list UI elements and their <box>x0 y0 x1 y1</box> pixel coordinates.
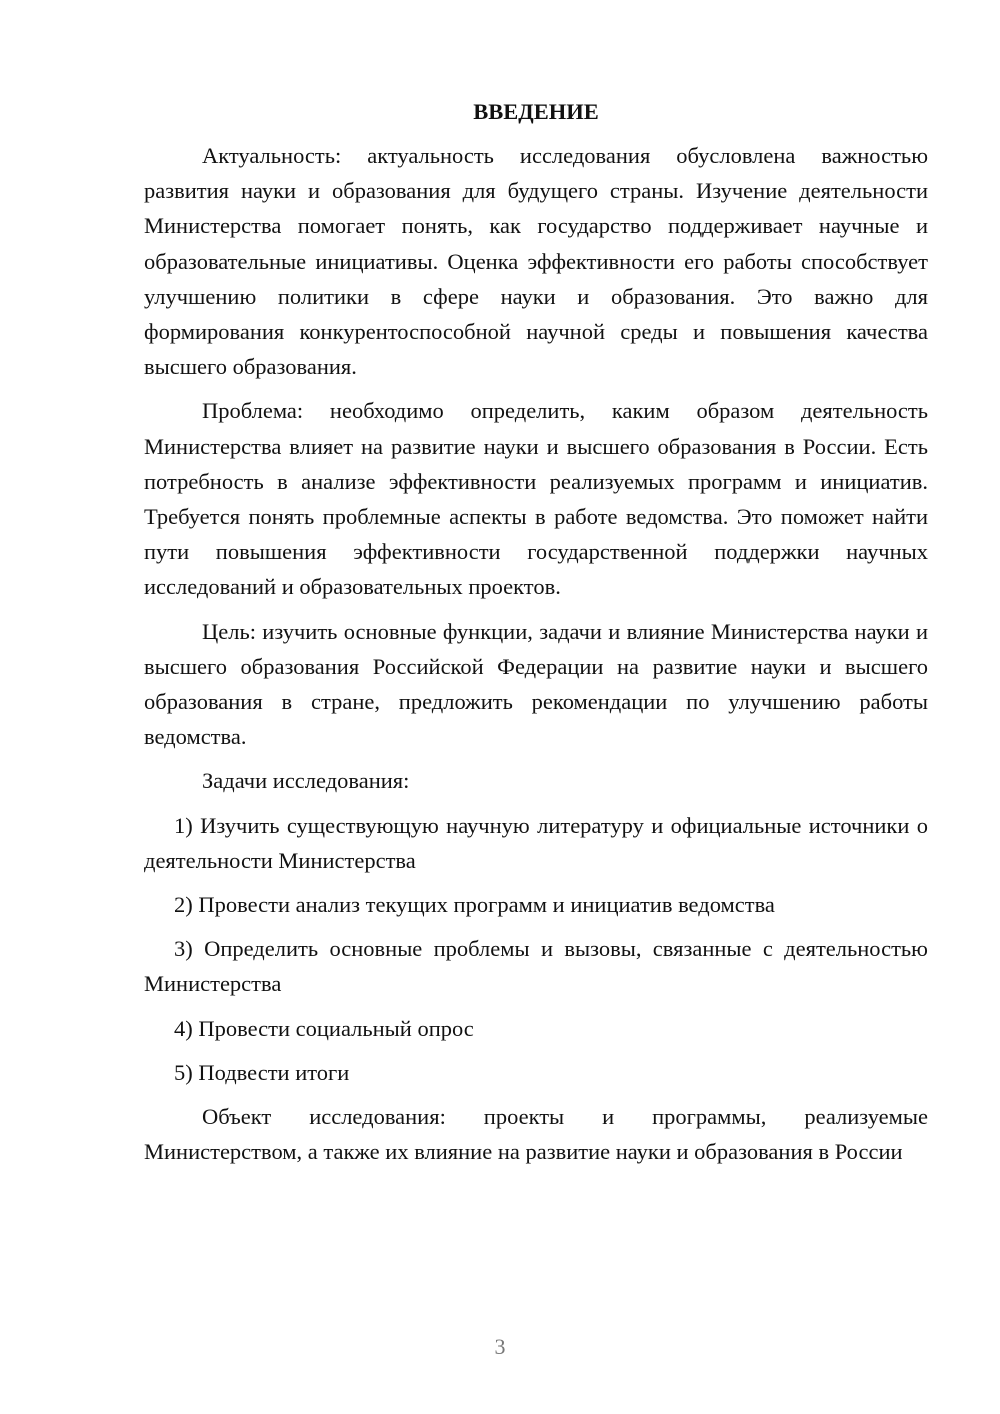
section-heading: ВВЕДЕНИЕ <box>473 99 599 124</box>
problem-paragraph: Проблема: необходимо определить, каким образом деятельность Министерства влияет на развитие науки и высшего образования в России. Есть потребность в анализе эффективности реализуемых программ и инициатив. Требуется понять проблемные аспекты в работе ведомства. Это поможет найти пути повышения эффективности государственной поддержки научных исследований и образовательных проектов. <box>144 398 928 600</box>
task-item-2: 2) Провести анализ текущих программ и инициатив ведомства <box>174 892 775 918</box>
relevance-paragraph: Актуальность: актуальность исследования обусловлена важностью развития науки и образования для будущего страны. Изучение деятельности Министерства помогает понять, как государство поддерживает научные и образовательные инициативы. Оценка эффективности его работы способствует улучшению политики в сфере науки и образования. Это важно для формирования конкурентоспособной научной среды и повышения качества высшего образования. <box>144 143 928 380</box>
page-number: 3 <box>494 1334 506 1359</box>
object-paragraph: Объект исследования: проекты и программы, реализуемые Министерством, а также их влияние на развитие науки и образования в России <box>144 1104 928 1165</box>
task-item-5: 5) Подвести итоги <box>174 1059 350 1085</box>
page-content <box>144 94 928 1178</box>
task-item-3: 3) Определить основные проблемы и вызовы, связанные с деятельностью Министерства <box>144 936 928 997</box>
goal-paragraph: Цель: изучить основные функции, задачи и влияние Министерства науки и высшего образования Российской Федерации на развитие науки и высшего образования в стране, предложить рекомендации по улучшению работы ведомства. <box>144 618 928 750</box>
task-item-4: 4) Провести социальный опрос <box>174 1015 474 1041</box>
tasks-heading: Задачи исследования: <box>202 768 410 794</box>
task-item-1: 1) Изучить существующую научную литературу и официальные источники о деятельности Министерства <box>144 812 928 873</box>
